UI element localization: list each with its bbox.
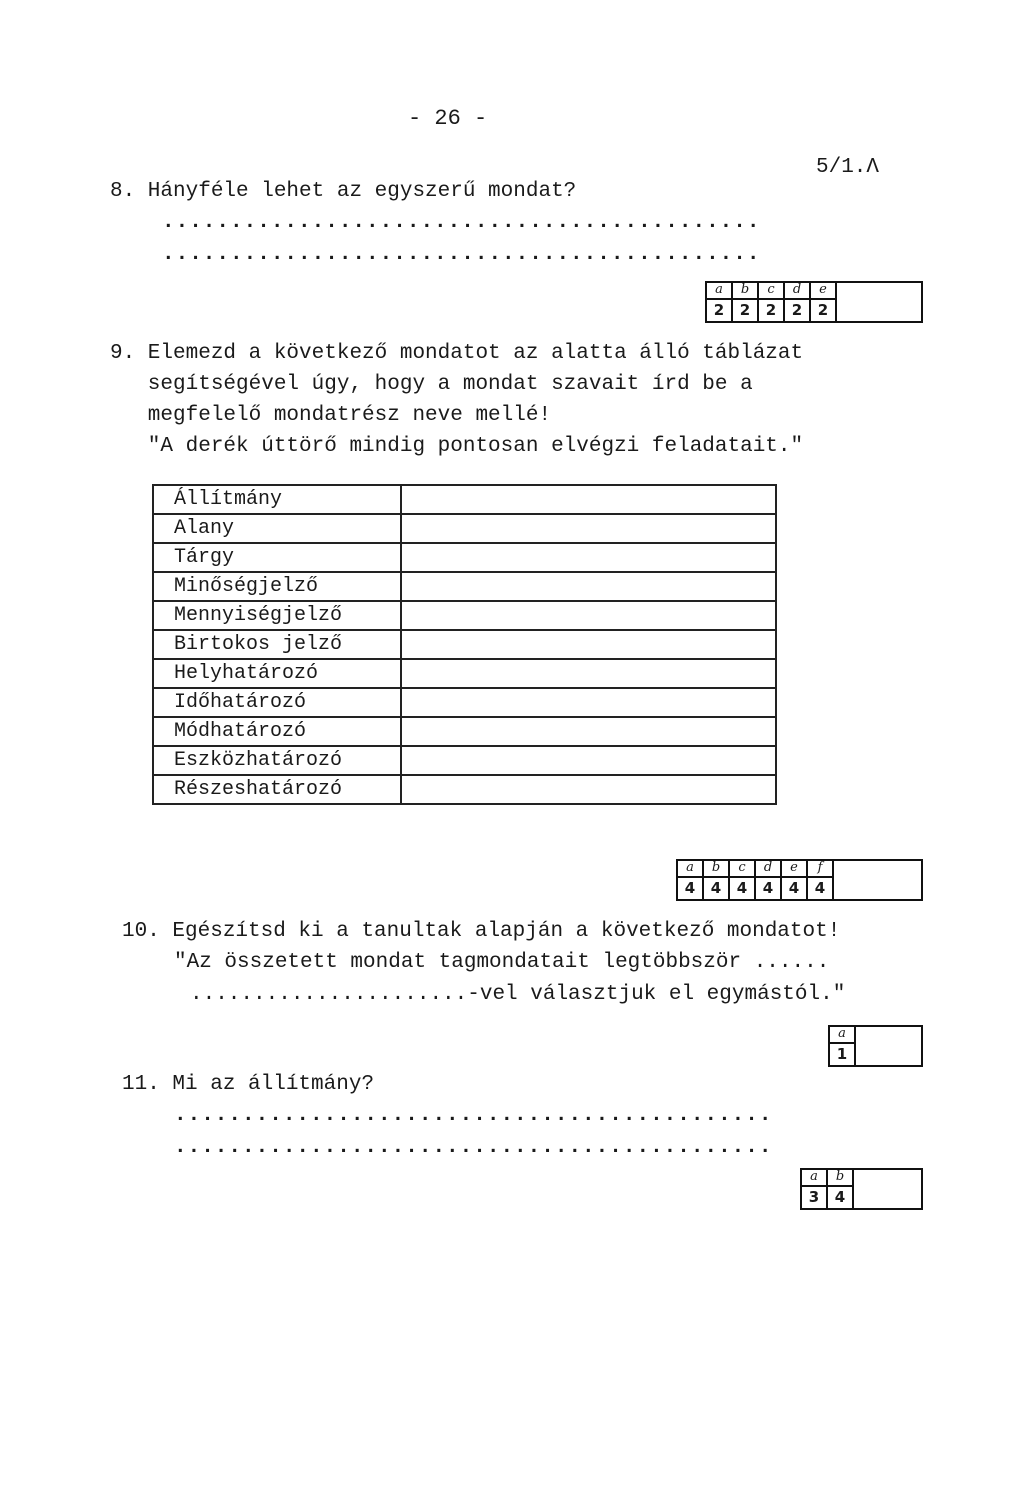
score-box-q9 xyxy=(676,859,923,901)
score-points: 4 xyxy=(710,879,722,897)
sentence-analysis-table xyxy=(152,484,777,805)
score-letter: b xyxy=(828,1170,852,1187)
score-blank-cell[interactable] xyxy=(837,283,921,321)
sentence-part-label: Tárgy xyxy=(153,543,401,572)
form-code: 5/1.Λ xyxy=(816,156,880,179)
sentence-part-label: Időhatározó xyxy=(153,688,401,717)
answer-cell[interactable] xyxy=(401,746,776,775)
score-column xyxy=(802,1170,826,1208)
answer-cell[interactable] xyxy=(401,717,776,746)
score-letter: e xyxy=(782,861,806,878)
table-row xyxy=(153,630,776,659)
score-points: 1 xyxy=(836,1045,848,1063)
q9-line-2: segítségével úgy, hogy a mondat szavait írd be a xyxy=(110,373,753,396)
sentence-part-label: Eszközhatározó xyxy=(153,746,401,775)
score-column xyxy=(757,283,783,321)
answer-cell[interactable] xyxy=(401,601,776,630)
score-letter: c xyxy=(730,861,754,878)
question-10-sentence-1: "Az összetett mondat tagmondatait legtöbbször ...... xyxy=(174,951,830,974)
score-column xyxy=(678,861,702,899)
score-letter: a xyxy=(707,283,731,300)
question-9-text xyxy=(110,338,803,462)
score-letter: d xyxy=(756,861,780,878)
table-row xyxy=(153,775,776,804)
score-letter: a xyxy=(802,1170,826,1187)
sentence-part-label: Alany xyxy=(153,514,401,543)
answer-cell[interactable] xyxy=(401,485,776,514)
sentence-part-label: Mennyiségjelző xyxy=(153,601,401,630)
score-letter: b xyxy=(704,861,728,878)
sentence-part-label: Részeshatározó xyxy=(153,775,401,804)
score-points: 2 xyxy=(713,301,725,319)
question-10-sentence-2: ......................-vel választjuk el egymástól." xyxy=(190,983,846,1006)
score-letter: f xyxy=(808,861,832,878)
answer-cell[interactable] xyxy=(401,630,776,659)
score-points: 4 xyxy=(834,1188,846,1206)
score-letter: c xyxy=(759,283,783,300)
sentence-part-label: Módhatározó xyxy=(153,717,401,746)
score-column xyxy=(826,1170,852,1208)
answer-line-8-1[interactable]: ............................................ xyxy=(162,211,761,234)
score-blank-cell[interactable] xyxy=(834,861,921,899)
answer-cell[interactable] xyxy=(401,572,776,601)
score-blank-cell[interactable] xyxy=(854,1170,921,1208)
score-column xyxy=(731,283,757,321)
score-letter: b xyxy=(733,283,757,300)
score-column xyxy=(806,861,832,899)
question-10-text: 10. Egészítsd ki a tanultak alapján a következő mondatot! xyxy=(122,920,841,943)
table-row xyxy=(153,601,776,630)
sentence-part-label: Állítmány xyxy=(153,485,401,514)
score-column xyxy=(707,283,731,321)
score-points: 4 xyxy=(788,879,800,897)
score-column xyxy=(809,283,835,321)
score-points: 4 xyxy=(736,879,748,897)
answer-cell[interactable] xyxy=(401,659,776,688)
score-letter: a xyxy=(678,861,702,878)
sentence-part-label: Minőségjelző xyxy=(153,572,401,601)
table-row xyxy=(153,514,776,543)
answer-line-11-1[interactable]: ............................................ xyxy=(174,1104,773,1127)
table-row xyxy=(153,659,776,688)
score-blank-cell[interactable] xyxy=(856,1027,921,1065)
q9-line-3: megfelelő mondatrész neve mellé! xyxy=(110,404,552,427)
score-points: 4 xyxy=(684,879,696,897)
q9-line-1: 9. Elemezd a következő mondatot az alatta álló táblázat xyxy=(110,342,804,365)
table-row xyxy=(153,485,776,514)
page-number: - 26 - xyxy=(408,106,488,131)
score-letter: d xyxy=(785,283,809,300)
table-row xyxy=(153,746,776,775)
score-points: 3 xyxy=(808,1188,820,1206)
answer-cell[interactable] xyxy=(401,775,776,804)
score-box-q10 xyxy=(828,1025,923,1067)
score-column xyxy=(702,861,728,899)
score-column xyxy=(780,861,806,899)
score-points: 2 xyxy=(791,301,803,319)
question-8-text: 8. Hányféle lehet az egyszerű mondat? xyxy=(110,180,577,203)
score-column xyxy=(728,861,754,899)
q9-line-4: "A derék úttörő mindig pontosan elvégzi feladatait." xyxy=(110,435,804,458)
answer-line-11-2[interactable]: ............................................ xyxy=(174,1136,773,1159)
score-column xyxy=(754,861,780,899)
score-box-q11 xyxy=(800,1168,923,1210)
answer-line-8-2[interactable]: ............................................ xyxy=(162,243,761,266)
score-column xyxy=(783,283,809,321)
score-points: 2 xyxy=(739,301,751,319)
table-row xyxy=(153,543,776,572)
question-11-text: 11. Mi az állítmány? xyxy=(122,1073,375,1096)
score-points: 2 xyxy=(765,301,777,319)
table-row xyxy=(153,717,776,746)
sentence-part-label: Birtokos jelző xyxy=(153,630,401,659)
answer-cell[interactable] xyxy=(401,688,776,717)
score-letter: e xyxy=(811,283,835,300)
score-points: 2 xyxy=(817,301,829,319)
score-box-q8 xyxy=(705,281,923,323)
answer-cell[interactable] xyxy=(401,543,776,572)
score-letter: a xyxy=(830,1027,854,1044)
score-points: 4 xyxy=(814,879,826,897)
table-row xyxy=(153,688,776,717)
table-row xyxy=(153,572,776,601)
sentence-part-label: Helyhatározó xyxy=(153,659,401,688)
score-points: 4 xyxy=(762,879,774,897)
answer-cell[interactable] xyxy=(401,514,776,543)
score-column xyxy=(830,1027,854,1065)
